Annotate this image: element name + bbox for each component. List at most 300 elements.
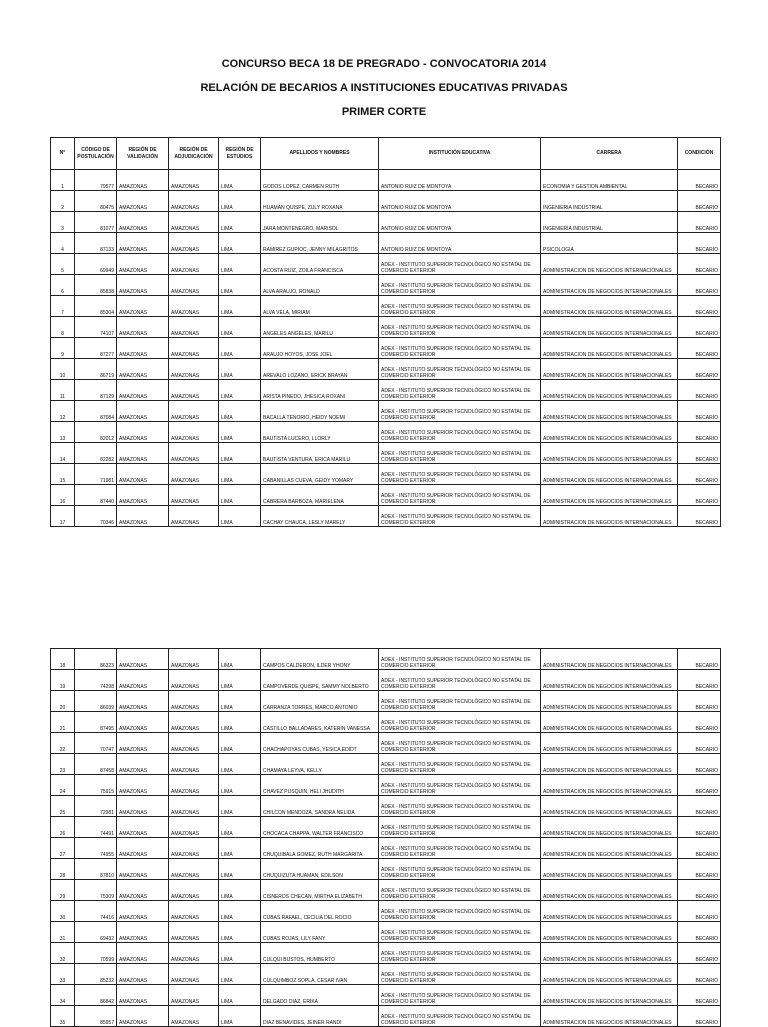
cell-condicion: BECARIO (678, 317, 721, 338)
cell-carrera: ADMINISTRACION DE NEGOCIOS INTERNACIONALES (541, 985, 678, 1006)
cell-condicion: BECARIO (678, 401, 721, 422)
cell-region-adjudicacion: AMAZONAS (169, 170, 219, 191)
cell-nombres: HUAMAN QUISPE, ZULY ROXANA (261, 191, 379, 212)
cell-nombres: CHUQUIBALA GOMEZ, RUTH MARGARITA (261, 838, 379, 859)
cell-codigo: 74955 (75, 838, 117, 859)
cell-n: 24 (51, 775, 75, 796)
cell-region-estudios: LIMA (219, 859, 261, 880)
cell-institucion: ADEX - INSTITUTO SUPERIOR TECNOLÓGICO NO ESTATAL DE COMERCIO EXTERIOR (379, 254, 541, 275)
cell-institucion: ADEX - INSTITUTO SUPERIOR TECNOLÓGICO NO ESTATAL DE COMERCIO EXTERIOR (379, 275, 541, 296)
cell-institucion: ADEX - INSTITUTO SUPERIOR TECNOLÓGICO NO ESTATAL DE COMERCIO EXTERIOR (379, 380, 541, 401)
table-row (51, 443, 721, 464)
cell-institucion: ADEX - INSTITUTO SUPERIOR TECNOLÓGICO NO ESTATAL DE COMERCIO EXTERIOR (379, 691, 541, 712)
cell-n: 19 (51, 670, 75, 691)
cell-region-validacion: AMAZONAS (117, 317, 169, 338)
cell-region-estudios: LIMA (219, 943, 261, 964)
cell-codigo: 80475 (75, 191, 117, 212)
cell-condicion: BECARIO (678, 506, 721, 527)
cell-n: 29 (51, 880, 75, 901)
page-break (0, 560, 768, 640)
cell-nombres: CISNEROS CHECAN, MIRTHA ELIZABETH (261, 880, 379, 901)
col-header-region-adjudicacion: REGIÓN DE ADJUDICACIÓN (169, 138, 219, 170)
table-row (51, 754, 721, 775)
cell-condicion: BECARIO (678, 191, 721, 212)
col-header-region-validacion: REGIÓN DE VALIDACIÓN (117, 138, 169, 170)
cell-region-adjudicacion: AMAZONAS (169, 649, 219, 670)
cell-n: 20 (51, 691, 75, 712)
cell-region-validacion: AMAZONAS (117, 670, 169, 691)
cell-institucion: ADEX - INSTITUTO SUPERIOR TECNOLÓGICO NO ESTATAL DE COMERCIO EXTERIOR (379, 464, 541, 485)
cell-institucion: ADEX - INSTITUTO SUPERIOR TECNOLÓGICO NO ESTATAL DE COMERCIO EXTERIOR (379, 985, 541, 1006)
cell-codigo: 82282 (75, 443, 117, 464)
cell-region-estudios: LIMA (219, 691, 261, 712)
table-row (51, 338, 721, 359)
cell-carrera: ADMINISTRACION DE NEGOCIOS INTERNACIONALES (541, 443, 678, 464)
cell-region-estudios: LIMA (219, 670, 261, 691)
table-row (51, 649, 721, 670)
cell-region-adjudicacion: AMAZONAS (169, 712, 219, 733)
cell-n: 30 (51, 901, 75, 922)
table-body (51, 170, 721, 527)
cell-region-validacion: AMAZONAS (117, 922, 169, 943)
document-section-title: PRIMER CORTE (341, 106, 427, 118)
cell-n: 27 (51, 838, 75, 859)
cell-region-validacion: AMAZONAS (117, 943, 169, 964)
cell-nombres: AREVALO LOZANO, ERICK BRAYAN (261, 359, 379, 380)
cell-nombres: CABRERA BARBOZA, MARIELENA (261, 485, 379, 506)
cell-region-adjudicacion: AMAZONAS (169, 733, 219, 754)
cell-region-adjudicacion: AMAZONAS (169, 859, 219, 880)
cell-institucion: ADEX - INSTITUTO SUPERIOR TECNOLÓGICO NO ESTATAL DE COMERCIO EXTERIOR (379, 338, 541, 359)
table-row (51, 922, 721, 943)
cell-nombres: CAMPOVERDE QUISPE, SAMMY NOLBERTO (261, 670, 379, 691)
cell-region-validacion: AMAZONAS (117, 880, 169, 901)
cell-codigo: 87129 (75, 380, 117, 401)
cell-carrera: ADMINISTRACION DE NEGOCIOS INTERNACIONALES (541, 691, 678, 712)
cell-n: 4 (51, 233, 75, 254)
cell-carrera: ADMINISTRACION DE NEGOCIOS INTERNACIONALES (541, 712, 678, 733)
cell-carrera: ADMINISTRACION DE NEGOCIOS INTERNACIONALES (541, 901, 678, 922)
cell-region-estudios: LIMA (219, 296, 261, 317)
col-header-carrera: CARRERA (541, 138, 678, 170)
table-row (51, 733, 721, 754)
cell-region-estudios: LIMA (219, 275, 261, 296)
cell-region-adjudicacion: AMAZONAS (169, 964, 219, 985)
cell-condicion: BECARIO (678, 649, 721, 670)
cell-carrera: ADMINISTRACION DE NEGOCIOS INTERNACIONALES (541, 817, 678, 838)
cell-region-adjudicacion: AMAZONAS (169, 506, 219, 527)
cell-codigo: 87133 (75, 233, 117, 254)
cell-n: 33 (51, 964, 75, 985)
cell-region-estudios: LIMA (219, 485, 261, 506)
cell-carrera: ADMINISTRACION DE NEGOCIOS INTERNACIONALES (541, 506, 678, 527)
cell-region-adjudicacion: AMAZONAS (169, 359, 219, 380)
table-row (51, 380, 721, 401)
cell-institucion: ADEX - INSTITUTO SUPERIOR TECNOLÓGICO NO ESTATAL DE COMERCIO EXTERIOR (379, 838, 541, 859)
cell-region-validacion: AMAZONAS (117, 464, 169, 485)
cell-carrera: ADMINISTRACION DE NEGOCIOS INTERNACIONALES (541, 275, 678, 296)
cell-nombres: DIAZ BENAVIDES, JEINER RANDI (261, 1006, 379, 1027)
cell-codigo: 74416 (75, 901, 117, 922)
cell-region-estudios: LIMA (219, 901, 261, 922)
becarios-table-continued (50, 648, 721, 1027)
table-row (51, 775, 721, 796)
cell-codigo: 85232 (75, 964, 117, 985)
cell-region-validacion: AMAZONAS (117, 1006, 169, 1027)
table-row (51, 838, 721, 859)
cell-condicion: BECARIO (678, 691, 721, 712)
becarios-table (50, 137, 721, 527)
cell-region-adjudicacion: AMAZONAS (169, 317, 219, 338)
cell-codigo: 81077 (75, 212, 117, 233)
cell-condicion: BECARIO (678, 754, 721, 775)
table-row (51, 401, 721, 422)
cell-institucion: ADEX - INSTITUTO SUPERIOR TECNOLÓGICO NO ESTATAL DE COMERCIO EXTERIOR (379, 733, 541, 754)
cell-region-validacion: AMAZONAS (117, 985, 169, 1006)
cell-carrera: ADMINISTRACION DE NEGOCIOS INTERNACIONALES (541, 401, 678, 422)
cell-condicion: BECARIO (678, 943, 721, 964)
cell-region-validacion: AMAZONAS (117, 691, 169, 712)
table-row (51, 359, 721, 380)
table-row (51, 691, 721, 712)
cell-carrera: ADMINISTRACION DE NEGOCIOS INTERNACIONALES (541, 649, 678, 670)
cell-carrera: ADMINISTRACION DE NEGOCIOS INTERNACIONALES (541, 1006, 678, 1027)
cell-region-estudios: LIMA (219, 338, 261, 359)
cell-condicion: BECARIO (678, 859, 721, 880)
cell-n: 12 (51, 401, 75, 422)
cell-region-adjudicacion: AMAZONAS (169, 338, 219, 359)
cell-institucion: ADEX - INSTITUTO SUPERIOR TECNOLÓGICO NO ESTATAL DE COMERCIO EXTERIOR (379, 796, 541, 817)
cell-carrera: ADMINISTRACION DE NEGOCIOS INTERNACIONALES (541, 254, 678, 275)
cell-nombres: CUBAS ROJAS, LILY FANY (261, 922, 379, 943)
table-row (51, 212, 721, 233)
document-subtitle: RELACIÓN DE BECARIOS A INSTITUCIONES EDUCATIVAS PRIVADAS (200, 82, 568, 94)
cell-region-adjudicacion: AMAZONAS (169, 401, 219, 422)
cell-nombres: CULQUI BUSTOS, HUMBERTO (261, 943, 379, 964)
cell-n: 25 (51, 796, 75, 817)
cell-region-estudios: LIMA (219, 880, 261, 901)
cell-region-validacion: AMAZONAS (117, 506, 169, 527)
cell-condicion: BECARIO (678, 796, 721, 817)
cell-n: 5 (51, 254, 75, 275)
cell-region-estudios: LIMA (219, 506, 261, 527)
cell-carrera: ADMINISTRACION DE NEGOCIOS INTERNACIONALES (541, 380, 678, 401)
table-row (51, 233, 721, 254)
cell-n: 22 (51, 733, 75, 754)
cell-region-validacion: AMAZONAS (117, 712, 169, 733)
cell-condicion: BECARIO (678, 712, 721, 733)
cell-region-adjudicacion: AMAZONAS (169, 817, 219, 838)
cell-region-validacion: AMAZONAS (117, 233, 169, 254)
cell-condicion: BECARIO (678, 275, 721, 296)
cell-carrera: ADMINISTRACION DE NEGOCIOS INTERNACIONALES (541, 754, 678, 775)
cell-region-adjudicacion: AMAZONAS (169, 233, 219, 254)
cell-nombres: CHOCACA CHAPPA, WALTER FRANCISCO (261, 817, 379, 838)
cell-region-adjudicacion: AMAZONAS (169, 943, 219, 964)
cell-carrera: ADMINISTRACION DE NEGOCIOS INTERNACIONALES (541, 964, 678, 985)
cell-carrera: ADMINISTRACION DE NEGOCIOS INTERNACIONALES (541, 859, 678, 880)
cell-region-adjudicacion: AMAZONAS (169, 670, 219, 691)
cell-region-validacion: AMAZONAS (117, 422, 169, 443)
cell-codigo: 74298 (75, 670, 117, 691)
cell-carrera: ADMINISTRACION DE NEGOCIOS INTERNACIONALES (541, 922, 678, 943)
cell-region-validacion: AMAZONAS (117, 485, 169, 506)
cell-institucion: ADEX - INSTITUTO SUPERIOR TECNOLÓGICO NO ESTATAL DE COMERCIO EXTERIOR (379, 317, 541, 338)
cell-carrera: INGENIERIA INDUSTRIAL (541, 212, 678, 233)
table-row (51, 275, 721, 296)
cell-codigo: 85957 (75, 1006, 117, 1027)
cell-nombres: CHUQUIZUTA HUAMAN, EDILSON (261, 859, 379, 880)
cell-region-adjudicacion: AMAZONAS (169, 191, 219, 212)
cell-institucion: ADEX - INSTITUTO SUPERIOR TECNOLÓGICO NO ESTATAL DE COMERCIO EXTERIOR (379, 443, 541, 464)
cell-institucion: ANTONIO RUIZ DE MONTOYA (379, 191, 541, 212)
cell-region-estudios: LIMA (219, 1006, 261, 1027)
cell-carrera: ADMINISTRACION DE NEGOCIOS INTERNACIONALES (541, 422, 678, 443)
cell-condicion: BECARIO (678, 817, 721, 838)
cell-nombres: BAUTISTA VENTURA, ERICA MARILU (261, 443, 379, 464)
cell-region-adjudicacion: AMAZONAS (169, 754, 219, 775)
cell-condicion: BECARIO (678, 838, 721, 859)
table-row (51, 985, 721, 1006)
cell-nombres: BACALLA TENORIO, HEIDY NOEMI (261, 401, 379, 422)
cell-n: 1 (51, 170, 75, 191)
cell-carrera: ADMINISTRACION DE NEGOCIOS INTERNACIONALES (541, 796, 678, 817)
document-titles (0, 56, 768, 128)
cell-region-validacion: AMAZONAS (117, 817, 169, 838)
table-row (51, 191, 721, 212)
cell-condicion: BECARIO (678, 1006, 721, 1027)
cell-nombres: CHAMAYA LEYVA, KELLY (261, 754, 379, 775)
cell-region-validacion: AMAZONAS (117, 212, 169, 233)
col-header-codigo: CÓDIGO DE POSTULACIÓN (75, 138, 117, 170)
cell-n: 10 (51, 359, 75, 380)
table-row (51, 880, 721, 901)
table-row (51, 506, 721, 527)
cell-region-adjudicacion: AMAZONAS (169, 275, 219, 296)
cell-carrera: ADMINISTRACION DE NEGOCIOS INTERNACIONALES (541, 464, 678, 485)
table-row (51, 422, 721, 443)
table-row (51, 485, 721, 506)
cell-region-adjudicacion: AMAZONAS (169, 775, 219, 796)
cell-region-validacion: AMAZONAS (117, 754, 169, 775)
cell-institucion: ADEX - INSTITUTO SUPERIOR TECNOLÓGICO NO ESTATAL DE COMERCIO EXTERIOR (379, 506, 541, 527)
cell-n: 18 (51, 649, 75, 670)
cell-institucion: ADEX - INSTITUTO SUPERIOR TECNOLÓGICO NO ESTATAL DE COMERCIO EXTERIOR (379, 649, 541, 670)
cell-carrera: ADMINISTRACION DE NEGOCIOS INTERNACIONALES (541, 317, 678, 338)
cell-carrera: ECONOMIA Y GESTION AMBIENTAL (541, 170, 678, 191)
cell-codigo: 74107 (75, 317, 117, 338)
cell-region-estudios: LIMA (219, 838, 261, 859)
cell-n: 9 (51, 338, 75, 359)
cell-carrera: ADMINISTRACION DE NEGOCIOS INTERNACIONALES (541, 943, 678, 964)
cell-codigo: 79577 (75, 170, 117, 191)
cell-region-validacion: AMAZONAS (117, 901, 169, 922)
cell-institucion: ADEX - INSTITUTO SUPERIOR TECNOLÓGICO NO ESTATAL DE COMERCIO EXTERIOR (379, 401, 541, 422)
table-row (51, 670, 721, 691)
table-row (51, 464, 721, 485)
cell-nombres: GODOS LOPEZ, CARMEN RUTH (261, 170, 379, 191)
cell-region-validacion: AMAZONAS (117, 964, 169, 985)
cell-institucion: ADEX - INSTITUTO SUPERIOR TECNOLÓGICO NO ESTATAL DE COMERCIO EXTERIOR (379, 901, 541, 922)
cell-institucion: ANTONIO RUIZ DE MONTOYA (379, 212, 541, 233)
col-header-nombres: APELLIDOS Y NOMBRES (261, 138, 379, 170)
cell-codigo: 85304 (75, 296, 117, 317)
table-row (51, 817, 721, 838)
cell-codigo: 87440 (75, 485, 117, 506)
cell-n: 32 (51, 943, 75, 964)
cell-nombres: CARRANZA TORRES, MARCO ANTONIO (261, 691, 379, 712)
cell-region-validacion: AMAZONAS (117, 254, 169, 275)
cell-condicion: BECARIO (678, 964, 721, 985)
cell-region-adjudicacion: AMAZONAS (169, 691, 219, 712)
cell-institucion: ADEX - INSTITUTO SUPERIOR TECNOLÓGICO NO ESTATAL DE COMERCIO EXTERIOR (379, 880, 541, 901)
cell-codigo: 86719 (75, 359, 117, 380)
cell-carrera: INGENIERIA INDUSTRIAL (541, 191, 678, 212)
table-row (51, 796, 721, 817)
cell-region-estudios: LIMA (219, 170, 261, 191)
cell-nombres: CASTILLO BALLADARES, KATERIN VANESSA (261, 712, 379, 733)
cell-n: 8 (51, 317, 75, 338)
cell-condicion: BECARIO (678, 485, 721, 506)
col-header-institucion: INSTITUCIÓN EDUCATIVA (379, 138, 541, 170)
cell-institucion: ADEX - INSTITUTO SUPERIOR TECNOLÓGICO NO ESTATAL DE COMERCIO EXTERIOR (379, 922, 541, 943)
cell-region-validacion: AMAZONAS (117, 401, 169, 422)
cell-region-estudios: LIMA (219, 985, 261, 1006)
cell-region-adjudicacion: AMAZONAS (169, 796, 219, 817)
cell-nombres: CACHAY CHAUCA, LESLY MARELY (261, 506, 379, 527)
cell-institucion: ADEX - INSTITUTO SUPERIOR TECNOLÓGICO NO ESTATAL DE COMERCIO EXTERIOR (379, 422, 541, 443)
cell-n: 26 (51, 817, 75, 838)
cell-region-estudios: LIMA (219, 443, 261, 464)
cell-nombres: ALVA VELA, MIRIAM (261, 296, 379, 317)
cell-region-validacion: AMAZONAS (117, 649, 169, 670)
cell-n: 6 (51, 275, 75, 296)
cell-institucion: ADEX - INSTITUTO SUPERIOR TECNOLÓGICO NO ESTATAL DE COMERCIO EXTERIOR (379, 1006, 541, 1027)
cell-carrera: ADMINISTRACION DE NEGOCIOS INTERNACIONALES (541, 838, 678, 859)
cell-region-estudios: LIMA (219, 401, 261, 422)
cell-institucion: ADEX - INSTITUTO SUPERIOR TECNOLÓGICO NO ESTATAL DE COMERCIO EXTERIOR (379, 754, 541, 775)
cell-region-validacion: AMAZONAS (117, 296, 169, 317)
col-header-region-estudios: REGIÓN DE ESTUDIOS (219, 138, 261, 170)
cell-region-estudios: LIMA (219, 191, 261, 212)
cell-n: 17 (51, 506, 75, 527)
cell-nombres: CHILCON MENDOZA, SANDRA NELIDA (261, 796, 379, 817)
cell-region-validacion: AMAZONAS (117, 191, 169, 212)
cell-region-adjudicacion: AMAZONAS (169, 212, 219, 233)
cell-codigo: 82012 (75, 422, 117, 443)
cell-carrera: ADMINISTRACION DE NEGOCIOS INTERNACIONALES (541, 296, 678, 317)
cell-codigo: 85838 (75, 275, 117, 296)
cell-region-adjudicacion: AMAZONAS (169, 880, 219, 901)
cell-region-validacion: AMAZONAS (117, 170, 169, 191)
cell-institucion: ADEX - INSTITUTO SUPERIOR TECNOLÓGICO NO ESTATAL DE COMERCIO EXTERIOR (379, 670, 541, 691)
table-row (51, 901, 721, 922)
cell-region-validacion: AMAZONAS (117, 796, 169, 817)
cell-condicion: BECARIO (678, 775, 721, 796)
cell-codigo: 86323 (75, 649, 117, 670)
table-row (51, 1006, 721, 1027)
cell-region-estudios: LIMA (219, 233, 261, 254)
cell-region-estudios: LIMA (219, 964, 261, 985)
cell-codigo: 86842 (75, 985, 117, 1006)
cell-codigo: 75309 (75, 880, 117, 901)
cell-nombres: CABANILLAS CUEVA, GEIDY YOMARY (261, 464, 379, 485)
cell-codigo: 69949 (75, 254, 117, 275)
cell-n: 7 (51, 296, 75, 317)
cell-condicion: BECARIO (678, 359, 721, 380)
cell-condicion: BECARIO (678, 443, 721, 464)
cell-nombres: CAMPOS CALDERON, ILDER YHONY (261, 649, 379, 670)
cell-codigo: 87495 (75, 712, 117, 733)
cell-institucion: ANTONIO RUIZ DE MONTOYA (379, 170, 541, 191)
cell-region-estudios: LIMA (219, 422, 261, 443)
cell-institucion: ADEX - INSTITUTO SUPERIOR TECNOLÓGICO NO ESTATAL DE COMERCIO EXTERIOR (379, 943, 541, 964)
cell-nombres: JARA MONTENEGRO, MARISOL (261, 212, 379, 233)
cell-region-adjudicacion: AMAZONAS (169, 296, 219, 317)
cell-condicion: BECARIO (678, 422, 721, 443)
cell-condicion: BECARIO (678, 254, 721, 275)
cell-region-adjudicacion: AMAZONAS (169, 838, 219, 859)
cell-codigo: 87084 (75, 401, 117, 422)
cell-region-estudios: LIMA (219, 922, 261, 943)
cell-region-adjudicacion: AMAZONAS (169, 464, 219, 485)
cell-nombres: ACOSTA RUIZ, ZOILA FRANCISCA (261, 254, 379, 275)
cell-condicion: BECARIO (678, 296, 721, 317)
cell-region-estudios: LIMA (219, 649, 261, 670)
cell-institucion: ANTONIO RUIZ DE MONTOYA (379, 233, 541, 254)
cell-condicion: BECARIO (678, 233, 721, 254)
cell-n: 15 (51, 464, 75, 485)
cell-condicion: BECARIO (678, 380, 721, 401)
cell-nombres: CHACHAPOYAS CUBAS, YESICA EDIDT (261, 733, 379, 754)
cell-nombres: RAMIREZ GUPIOC, JENNY MILAGRITOS (261, 233, 379, 254)
cell-institucion: ADEX - INSTITUTO SUPERIOR TECNOLÓGICO NO ESTATAL DE COMERCIO EXTERIOR (379, 817, 541, 838)
cell-region-adjudicacion: AMAZONAS (169, 422, 219, 443)
table-row (51, 296, 721, 317)
cell-nombres: CULQUIMBOZ SOPLA, CESAR IVAN (261, 964, 379, 985)
cell-carrera: ADMINISTRACION DE NEGOCIOS INTERNACIONALES (541, 880, 678, 901)
cell-condicion: BECARIO (678, 170, 721, 191)
cell-carrera: ADMINISTRACION DE NEGOCIOS INTERNACIONALES (541, 733, 678, 754)
cell-institucion: ADEX - INSTITUTO SUPERIOR TECNOLÓGICO NO ESTATAL DE COMERCIO EXTERIOR (379, 359, 541, 380)
cell-carrera: PSICOLOGIA (541, 233, 678, 254)
cell-region-validacion: AMAZONAS (117, 775, 169, 796)
cell-nombres: ARAUJO HOYOS, JOSE JOEL (261, 338, 379, 359)
cell-n: 23 (51, 754, 75, 775)
cell-nombres: BAUTISTA LUCERO, LLORLY (261, 422, 379, 443)
cell-region-estudios: LIMA (219, 464, 261, 485)
cell-n: 16 (51, 485, 75, 506)
cell-n: 34 (51, 985, 75, 1006)
cell-region-estudios: LIMA (219, 775, 261, 796)
cell-carrera: ADMINISTRACION DE NEGOCIOS INTERNACIONALES (541, 775, 678, 796)
cell-institucion: ADEX - INSTITUTO SUPERIOR TECNOLÓGICO NO ESTATAL DE COMERCIO EXTERIOR (379, 712, 541, 733)
table-row (51, 859, 721, 880)
col-header-n: N° (51, 138, 75, 170)
cell-codigo: 72981 (75, 796, 117, 817)
cell-condicion: BECARIO (678, 901, 721, 922)
cell-n: 28 (51, 859, 75, 880)
cell-carrera: ADMINISTRACION DE NEGOCIOS INTERNACIONALES (541, 670, 678, 691)
cell-nombres: CHAVEZ PUSQUIN, HELI JHUDITH (261, 775, 379, 796)
cell-carrera: ADMINISTRACION DE NEGOCIOS INTERNACIONALES (541, 338, 678, 359)
cell-region-validacion: AMAZONAS (117, 359, 169, 380)
cell-region-validacion: AMAZONAS (117, 275, 169, 296)
document-title: CONCURSO BECA 18 DE PREGRADO - CONVOCATORIA 2014 (221, 58, 547, 70)
cell-region-validacion: AMAZONAS (117, 338, 169, 359)
cell-condicion: BECARIO (678, 985, 721, 1006)
cell-condicion: BECARIO (678, 880, 721, 901)
